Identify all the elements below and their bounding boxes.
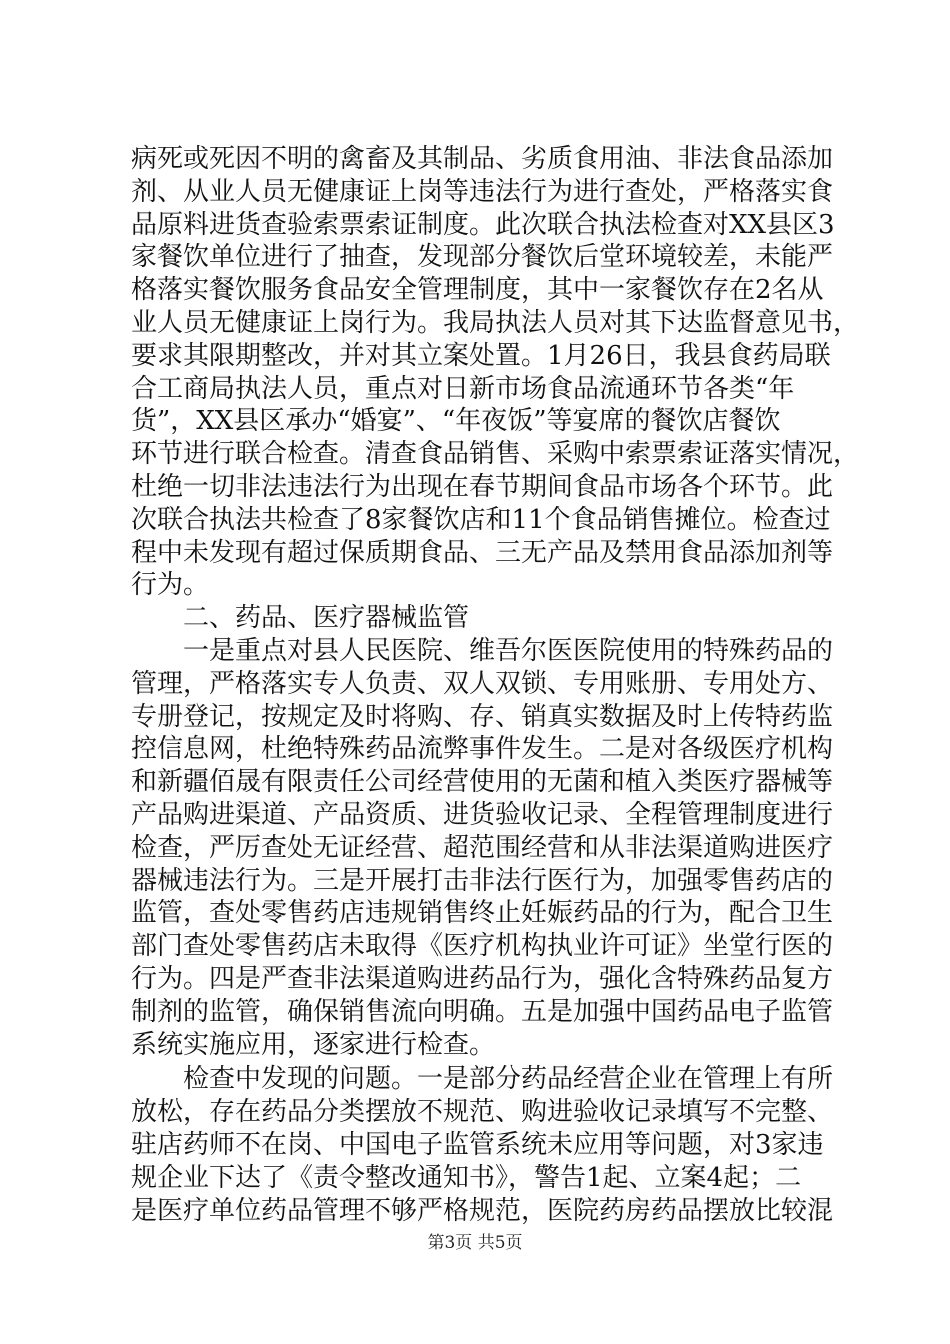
text-line: 环节进行联合检查。清查食品销售、采购中索票索证落实情况， <box>131 439 860 470</box>
text-line: 制剂的监管，确保销售流向明确。五是加强中国药品电子监管 <box>131 996 834 1027</box>
text-line: 格落实餐饮服务食品安全管理制度，其中一家餐饮存在2名从 <box>131 275 824 306</box>
text-line: 和新疆佰晟有限责任公司经营使用的无菌和植入类医疗器械等 <box>131 767 834 798</box>
section-heading: 二、药品、医疗器械监管 <box>131 603 470 634</box>
text-line: 产品购进渠道、产品资质、进货验收记录、全程管理制度进行 <box>131 799 834 830</box>
text-line: 专册登记，按规定及时将购、存、销真实数据及时上传特药监 <box>131 701 834 732</box>
text-line: 管理，严格落实专人负责、双人双锁、专用账册、专用处方、 <box>131 668 834 699</box>
text-line: 货”，XX县区承办“婚宴”、“年夜饭”等宴席的餐饮店餐饮 <box>131 406 781 437</box>
text-line: 程中未发现有超过保质期食品、三无产品及禁用食品添加剂等 <box>131 537 834 568</box>
text-line: 行为。 <box>131 570 210 601</box>
text-line: 杜绝一切非法违法行为出现在春节期间食品市场各个环节。此 <box>131 471 834 502</box>
text-line: 行为。四是严查非法渠道购进药品行为，强化含特殊药品复方 <box>131 963 834 994</box>
text-line: 病死或死因不明的禽畜及其制品、劣质食用油、非法食品添加 <box>131 144 834 174</box>
text-line: 控信息网，杜绝特殊药品流弊事件发生。二是对各级医疗机构 <box>131 734 834 765</box>
text-line: 要求其限期整改，并对其立案处置。1月26日，我县食药局联 <box>131 340 831 371</box>
text-line: 品原料进货查验索票索证制度。此次联合执法检查对XX县区3 <box>131 209 835 240</box>
text-line: 家餐饮单位进行了抽查，发现部分餐饮后堂环境较差，未能严 <box>131 242 834 273</box>
text-line: 规企业下达了《责令整改通知书》，警告1起、立案4起；二 <box>131 1162 802 1193</box>
text-line: 一是重点对县人民医院、维吾尔医医院使用的特殊药品的 <box>131 635 834 666</box>
text-line: 是医疗单位药品管理不够严格规范，医院药房药品摆放比较混 <box>131 1195 834 1226</box>
text-line: 合工商局执法人员，重点对日新市场食品流通环节各类“年 <box>131 373 795 404</box>
text-line: 剂、从业人员无健康证上岗等违法行为进行查处，严格落实食 <box>131 176 834 207</box>
text-line: 次联合执法共检查了8家餐饮店和11个食品销售摊位。检查过 <box>131 504 831 535</box>
text-line: 检查，严厉查处无证经营、超范围经营和从非法渠道购进医疗 <box>131 832 834 863</box>
text-line: 监管，查处零售药店违规销售终止妊娠药品的行为，配合卫生 <box>131 898 834 929</box>
text-line: 业人员无健康证上岗行为。我局执法人员对其下达监督意见书， <box>131 307 860 338</box>
text-line: 放松，存在药品分类摆放不规范、购进验收记录填写不完整、 <box>131 1097 834 1128</box>
text-line: 系统实施应用，逐家进行检查。 <box>131 1029 496 1060</box>
text-line: 检查中发现的问题。一是部分药品经营企业在管理上有所 <box>131 1064 834 1095</box>
body-text <box>131 143 860 1227</box>
text-line: 驻店药师不在岗、中国电子监管系统未应用等问题，对3家违 <box>131 1129 824 1160</box>
page-footer: 第3页 共5页 <box>427 1233 523 1253</box>
text-line: 部门查处零售药店未取得《医疗机构执业许可证》坐堂行医的 <box>131 931 834 962</box>
text-line: 器械违法行为。三是开展打击非法行医行为，加强零售药店的 <box>131 865 834 896</box>
